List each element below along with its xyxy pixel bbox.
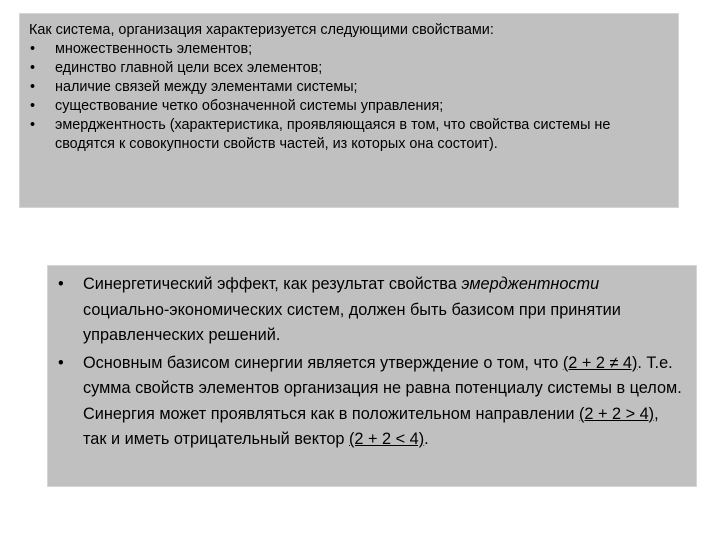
list-item <box>57 351 686 453</box>
text-fragment: Синергетический эффект, как результат свойства <box>83 275 462 293</box>
properties-heading: Как система, организация характеризуется следующими свойствами: <box>29 22 494 38</box>
list-item-text: эмерджентность (характеристика, проявляющаяся в том, что свойства системы не сводятся к совокупности свойств частей, из которых она состоит). <box>55 117 611 152</box>
formula-not-equal: (2 + 2 ≠ 4) <box>562 353 638 372</box>
formula-less: (2 + 2 < 4) <box>349 430 425 448</box>
text-fragment: Основным базисом синергии является утверждение о том, что <box>83 353 563 372</box>
list-item <box>29 59 668 78</box>
synergy-list <box>57 272 686 453</box>
list-item-text: существование четко обозначенной системы управления; <box>55 98 444 114</box>
list-item <box>29 40 668 59</box>
bullet-icon: • <box>30 60 36 76</box>
bullet-icon: • <box>30 98 36 114</box>
list-item-text: наличие связей между элементами системы; <box>55 79 358 95</box>
list-item <box>29 116 668 154</box>
bullet-icon: • <box>58 353 64 372</box>
text-fragment: , так и иметь отрицательный вектор <box>83 404 659 448</box>
list-item <box>29 78 668 97</box>
synergy-box <box>47 265 697 487</box>
text-fragment: . Т.е. сумма свойств элементов организация не равна потенциалу системы в целом. Синергия может проявляться как в положительном направлении <box>83 353 682 423</box>
formula-greater: (2 + 2 > 4) <box>578 404 655 423</box>
emergence-term: эмерджентности <box>461 275 600 293</box>
bullet-icon: • <box>30 79 36 95</box>
bullet-icon: • <box>30 117 36 133</box>
list-item <box>29 97 668 116</box>
list-item-text: единство главной цели всех элементов; <box>55 60 323 76</box>
text-fragment: . <box>424 430 429 448</box>
properties-box <box>19 13 679 208</box>
list-item <box>57 272 686 349</box>
synergy-text-1 <box>83 275 621 344</box>
synergy-text-2 <box>83 354 682 449</box>
properties-list <box>29 40 668 154</box>
list-item-text: множественность элементов; <box>55 41 253 57</box>
bullet-icon: • <box>30 41 36 57</box>
bullet-icon: • <box>58 275 64 293</box>
text-fragment: социально-экономических систем, должен быть базисом при принятии управленческих решений. <box>83 300 621 344</box>
